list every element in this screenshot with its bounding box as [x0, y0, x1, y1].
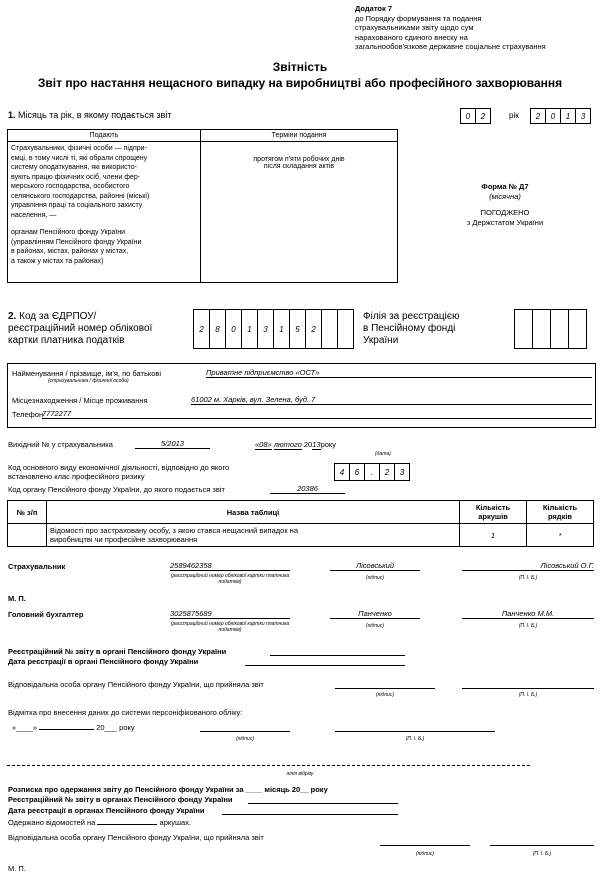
pf-responsible: Відповідальна особа органу Пенсійного фонду України, що прийняла звіт — [8, 680, 264, 689]
receipt-l4 — [8, 818, 191, 827]
who-line: органам Пенсійного фонду України — [11, 229, 126, 236]
receipt-mp: М. П. — [8, 864, 26, 873]
accountant-code: 3025875689 — [170, 609, 290, 619]
payer-address-value: 61002 м. Харків, вул. Зелена, буд. 7 — [191, 395, 592, 405]
payer-name-value: Приватне підприємство «ОСТ» — [206, 368, 592, 378]
form-approved-by: з Держстатом України — [466, 218, 544, 227]
pf-mark-year: 20___ року — [96, 723, 135, 732]
digit-box: 8 — [209, 309, 226, 349]
pf-mark-sign-hint: (підпис) — [236, 736, 254, 742]
outgoing-month: лютого — [273, 440, 302, 449]
payer-box — [7, 363, 596, 428]
activity-line: встановлено клас професійного ризику — [8, 472, 145, 481]
pf-reg-date: Дата реєстрації в органі Пенсійного фонду України — [8, 657, 199, 666]
who-line: населення, — — [11, 211, 57, 219]
sign-hint: (підпис) — [366, 575, 384, 581]
edrpou-line: Код за ЄДРПОУ/ — [19, 311, 97, 322]
period-label — [8, 110, 171, 120]
edrpou-line: реєстраційний номер облікової — [8, 323, 153, 334]
digit-box: 3 — [394, 463, 410, 481]
tables-col-sheets: Кількість аркушів — [460, 501, 527, 524]
receipt-name-line[interactable] — [490, 845, 594, 846]
period-num: 1. — [8, 110, 16, 120]
pf-reg-no-line[interactable] — [270, 655, 405, 656]
pf-mark-date — [12, 723, 135, 732]
submission-col-who: Подають — [8, 130, 201, 142]
edrpou-num: 2. — [8, 311, 17, 322]
receipt-sign-line[interactable] — [380, 845, 470, 846]
accountant-sign: Панченко — [330, 609, 420, 619]
insurer-sign: Лісовський — [330, 561, 420, 571]
who-line: систему оподаткування, які використо- — [11, 164, 137, 171]
payer-address-label: Місцезнаходження / Місце проживання — [12, 396, 148, 405]
activity-line: Код основного виду економічної діяльності, відповідно до якого — [8, 463, 230, 472]
digit-box: 2 — [379, 463, 395, 481]
receipt-l5: Відповідальна особа органу Пенсійного фонду України, що прийняла звіт — [8, 833, 264, 842]
digit-box — [337, 309, 354, 349]
form-name: Форма № Д7 — [481, 182, 529, 191]
appendix-block — [355, 4, 600, 52]
outgoing-year-pre: 20 — [303, 440, 313, 449]
page-title: Звіт про настання нещасного випадку на виробництві або професійного захворювання — [37, 76, 563, 90]
receipt-l3: Дата реєстрації в органах Пенсійного фонду України — [8, 806, 205, 815]
who-line: Страхувальники, фізичні особи — підпри- — [11, 145, 147, 152]
digit-box: 0 — [460, 108, 476, 124]
pf-reg-no: Реєстраційний № звіту в органі Пенсійного фонду України — [8, 647, 227, 656]
tables-col-num: № з/п — [8, 501, 47, 524]
insurer-code: 2589462358 — [170, 561, 290, 571]
pf-mark-sign-line[interactable] — [200, 731, 290, 732]
digit-box: 0 — [545, 108, 561, 124]
tables-col-name: Назва таблиці — [47, 501, 460, 524]
appendix-number: Додаток 7 — [355, 4, 393, 13]
receipt-sheets-line[interactable] — [97, 824, 157, 825]
who-line: ємці, в тому числі ті, які обрали спрощену — [11, 154, 148, 162]
tables-col-rows: Кількість рядків — [527, 501, 594, 524]
edrpou-label — [8, 311, 152, 347]
pf-reg-date-line[interactable] — [245, 665, 405, 666]
form-period: (місячна) — [489, 192, 521, 201]
receipt-sign-hint: (підпис) — [416, 851, 434, 857]
digit-box: . — [364, 463, 380, 481]
accountant-code-hint: (реєстраційний номер облікової картки платника податків) — [170, 621, 290, 633]
payer-name-label: Найменування / прізвище, ім'я, по батькові — [12, 369, 162, 378]
title-line1: Звітність — [272, 60, 328, 74]
sign-hint: (підпис) — [366, 623, 384, 629]
digit-box: 4 — [334, 463, 350, 481]
name-hint: (П. І. Б.) — [518, 575, 538, 581]
tables-cell-sheets: 1 — [460, 524, 527, 547]
insurer-label: Страхувальник — [8, 562, 66, 571]
pf-sign-hint: (підпис) — [376, 692, 394, 698]
branch-line: Філія за реєстрацією — [363, 311, 460, 322]
pf-mark-name-line[interactable] — [335, 731, 495, 732]
outgoing-label: Вихідний № у страхувальника — [8, 440, 113, 449]
outgoing-year-suffix: року — [320, 440, 337, 449]
digit-box: 3 — [257, 309, 274, 349]
table-row — [8, 524, 594, 547]
submission-who — [8, 142, 201, 283]
who-line: а також у містах та районах) — [11, 257, 104, 265]
who-line: управління праці та соціального захисту — [11, 202, 143, 209]
digit-box: 1 — [560, 108, 576, 124]
tables-cell-name: Відомості про застраховану особу, з якою стався нещасний випадок на виробництві чи професійне захворювання — [47, 524, 460, 547]
submission-col-term: Терміни подання — [201, 130, 398, 142]
digit-box: 0 — [225, 309, 242, 349]
digit-box: 5 — [289, 309, 306, 349]
receipt-l2-line[interactable] — [248, 803, 398, 804]
digit-box — [532, 309, 551, 349]
digit-box: 6 — [349, 463, 365, 481]
pf-mark-month-line[interactable] — [39, 729, 94, 730]
tables-cell-rows: * — [527, 524, 594, 547]
year-boxes[interactable] — [531, 108, 591, 124]
branch-label — [363, 311, 459, 347]
digit-box: 2 — [530, 108, 546, 124]
pf-name-hint: (П. І. Б.) — [518, 692, 538, 698]
receipt-l1: Розписка про одержання звіту до Пенсійного фонду України за ____ місяць 20__ року — [8, 785, 328, 794]
digit-box: 2 — [193, 309, 210, 349]
tables-cell-num — [8, 524, 47, 547]
digit-box — [568, 309, 587, 349]
digit-box: 2 — [475, 108, 491, 124]
edrpou-line: картки платника податків — [8, 335, 125, 346]
pf-name-line[interactable] — [462, 688, 594, 689]
digit-box: 2 — [305, 309, 322, 349]
pf-mark: Відмітка про внесення даних до системи персоніфікованого обліку: — [8, 708, 243, 717]
appendix-line: нарахованого єдиного внеску на — [355, 32, 468, 42]
submission-term — [201, 142, 398, 283]
submission-table — [7, 129, 398, 283]
name-hint: (П. І. Б.) — [518, 623, 538, 629]
accountant-name: Панченко М.М. — [462, 609, 594, 619]
outgoing-date-hint: (дата) — [375, 451, 391, 457]
period-label-text: Місяць та рік, в якому подається звіт — [18, 110, 172, 120]
pf-sign-line[interactable] — [335, 688, 435, 689]
appendix-line: страхувальниками звіту щодо сум — [355, 23, 474, 32]
appendix-line: до Порядку формування та подання — [355, 13, 482, 23]
cut-line — [7, 765, 530, 766]
receipt-l2: Реєстраційний № звіту в органах Пенсійного фонду України — [8, 795, 233, 804]
payer-phone-label: Телефон — [12, 410, 44, 419]
digit-box: 3 — [575, 108, 591, 124]
tables-table — [7, 500, 594, 547]
who-line: (управлінням Пенсійного фонду України — [11, 238, 142, 246]
who-line: вують працю фізичних осіб, члени фер- — [11, 173, 141, 181]
outgoing-number: 5/2013 — [135, 439, 210, 449]
insurer-code-hint: (реєстраційний номер облікової картки платника податків) — [170, 573, 290, 585]
accountant-label: Головний бухгалтер — [8, 610, 84, 619]
activity-label — [8, 463, 229, 481]
payer-phone-value: 7772277 — [42, 409, 592, 419]
receipt-l4-text: Одержано відомостей на — [8, 818, 96, 827]
cut-label: лінія відрізу — [286, 771, 314, 777]
mp-label: М. П. — [8, 594, 26, 603]
edrpou-boxes[interactable] — [194, 309, 354, 349]
digit-box: 1 — [273, 309, 290, 349]
term-text: протягом п'яти робочих днів після складання актів — [253, 156, 345, 170]
branch-line: в Пенсійному фонді — [363, 323, 456, 334]
who-line: в районах, містах, районах у містах, — [11, 248, 129, 255]
pf-mark-name-hint: (П. І. Б.) — [405, 736, 425, 742]
pf-code-value: 20386 — [270, 484, 345, 494]
form-block — [420, 182, 590, 228]
digit-box — [550, 309, 569, 349]
who-line: селянського господарства, районні (міські) — [11, 192, 150, 200]
branch-boxes[interactable] — [515, 309, 587, 349]
activity-boxes[interactable] — [335, 463, 410, 481]
digit-box — [321, 309, 338, 349]
form-approved: ПОГОДЖЕНО — [480, 208, 530, 217]
insurer-name: Лісовський О.Г. — [462, 561, 594, 571]
outgoing-date — [255, 440, 336, 449]
payer-name-hint: (страхувальника / фізичної особи) — [48, 378, 129, 384]
branch-line: України — [363, 335, 399, 346]
digit-box: 1 — [241, 309, 258, 349]
pf-mark-day: «____» — [12, 723, 38, 732]
receipt-l3-line[interactable] — [222, 814, 398, 815]
month-boxes[interactable] — [461, 108, 491, 124]
pf-code-label: Код органу Пенсійного фонду України, до якого подається звіт — [8, 485, 225, 494]
outgoing-day: «08» — [255, 440, 272, 449]
outgoing-year: 13 — [312, 440, 321, 449]
digit-box — [514, 309, 533, 349]
receipt-name-hint: (П. І. Б.) — [532, 851, 552, 857]
who-line: мерського господарства, особистого — [11, 183, 130, 190]
receipt-l4-suffix: аркушах. — [159, 818, 192, 827]
year-label: рік — [509, 111, 519, 120]
appendix-line: загальнообов'язкове державне соціальне страхування — [355, 42, 546, 51]
